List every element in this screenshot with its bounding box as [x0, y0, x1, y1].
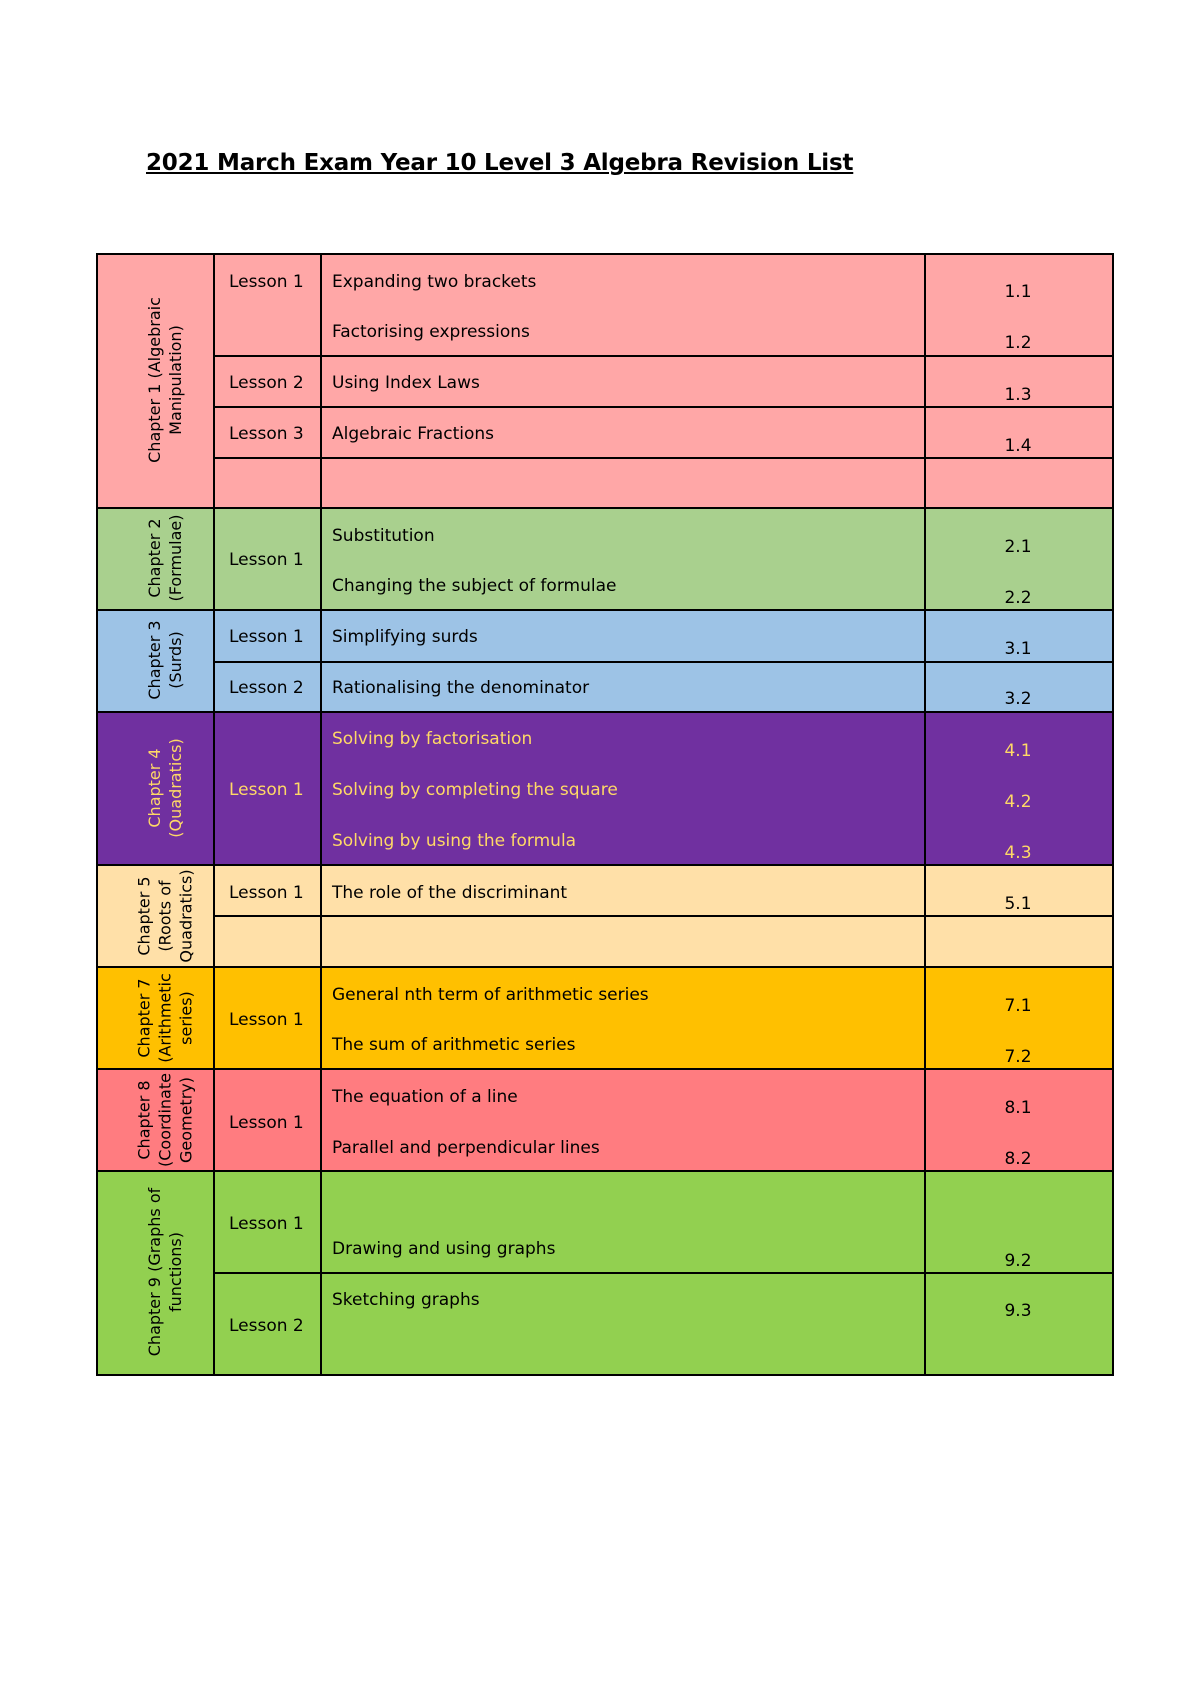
lesson-label: Lesson 1	[229, 883, 304, 903]
topic-text: The role of the discriminant	[332, 883, 568, 903]
section-code: 7.1	[1004, 996, 1032, 1016]
lesson-divider	[213, 355, 1114, 357]
lesson-label: Lesson 3	[229, 424, 304, 444]
row-divider	[96, 966, 1114, 968]
section-code: 1.2	[1004, 333, 1032, 353]
section-code: 8.1	[1004, 1098, 1032, 1118]
section-code: 4.3	[1004, 843, 1032, 863]
topic-text: Algebraic Fractions	[332, 424, 494, 444]
chapter-8-name: Chapter 8 (Coordinate Geometry)	[134, 1073, 196, 1167]
table-border-right	[1112, 253, 1114, 1375]
lesson-label: Lesson 1	[229, 1214, 304, 1234]
lesson-divider	[213, 457, 1114, 459]
lesson-divider	[213, 915, 1114, 917]
page-title: 2021 March Exam Year 10 Level 3 Algebra Revision List	[146, 150, 854, 176]
section-code: 1.1	[1004, 282, 1032, 302]
lesson-label: Lesson 1	[229, 272, 304, 292]
lesson-divider	[213, 661, 1114, 663]
topic-text: Factorising expressions	[332, 322, 530, 342]
topic-text: The equation of a line	[332, 1087, 518, 1107]
topic-text: The sum of arithmetic series	[332, 1035, 576, 1055]
topic-text: Simplifying surds	[332, 627, 478, 647]
row-divider	[96, 711, 1114, 713]
section-code: 9.2	[1004, 1251, 1032, 1271]
topic-text: Substitution	[332, 526, 435, 546]
lesson-label: Lesson 1	[229, 627, 304, 647]
row-divider	[96, 507, 1114, 509]
lesson-label: Lesson 2	[229, 678, 304, 698]
topic-text: Solving by using the formula	[332, 831, 577, 851]
section-code: 2.2	[1004, 588, 1032, 608]
topic-text: Solving by completing the square	[332, 780, 618, 800]
chapter-2-name: Chapter 2 (Formulae)	[145, 514, 185, 602]
section-code: 8.2	[1004, 1149, 1032, 1169]
chapter-9-name: Chapter 9 (Graphs of functions)	[145, 1187, 185, 1357]
section-code: 7.2	[1004, 1047, 1032, 1067]
section-code: 3.1	[1004, 639, 1032, 659]
topic-text: Sketching graphs	[332, 1290, 480, 1310]
topic-text: General nth term of arithmetic series	[332, 985, 649, 1005]
topic-text: Changing the subject of formulae	[332, 576, 617, 596]
chapter-3-name: Chapter 3 (Surds)	[145, 620, 185, 700]
section-code: 1.4	[1004, 436, 1032, 456]
chapter-5-name: Chapter 5 (Roots of Quadratics)	[134, 869, 196, 963]
section-code: 3.2	[1004, 689, 1032, 709]
lesson-label: Lesson 1	[229, 550, 304, 570]
row-divider	[96, 1068, 1114, 1070]
topic-text: Expanding two brackets	[332, 272, 537, 292]
section-code: 4.2	[1004, 792, 1032, 812]
lesson-label: Lesson 1	[229, 780, 304, 800]
topic-text: Drawing and using graphs	[332, 1239, 556, 1259]
lesson-label: Lesson 1	[229, 1010, 304, 1030]
column-divider-3	[924, 253, 926, 1375]
topic-text: Solving by factorisation	[332, 729, 533, 749]
topic-text: Rationalising the denominator	[332, 678, 590, 698]
topic-text: Parallel and perpendicular lines	[332, 1138, 600, 1158]
chapter-7-name: Chapter 7 (Arithmetic series)	[134, 973, 196, 1063]
section-code: 1.3	[1004, 385, 1032, 405]
topic-text: Using Index Laws	[332, 373, 480, 393]
table-border-left	[96, 253, 98, 1375]
lesson-label: Lesson 1	[229, 1113, 304, 1133]
column-divider-2	[320, 253, 322, 1375]
chapter-1-name: Chapter 1 (Algebraic Manipulation)	[145, 297, 185, 463]
lesson-divider	[213, 1272, 1114, 1274]
lesson-label: Lesson 2	[229, 373, 304, 393]
row-divider	[96, 864, 1114, 866]
section-code: 2.1	[1004, 537, 1032, 557]
section-code: 9.3	[1004, 1301, 1032, 1321]
row-divider	[96, 609, 1114, 611]
chapter-4-name: Chapter 4 (Quadratics)	[145, 738, 185, 838]
lesson-label: Lesson 2	[229, 1316, 304, 1336]
table-border-bottom	[96, 1374, 1114, 1376]
lesson-divider	[213, 406, 1114, 408]
section-code: 5.1	[1004, 894, 1032, 914]
column-divider-1	[213, 253, 215, 1375]
row-divider	[96, 1170, 1114, 1172]
table-border-top	[96, 253, 1114, 255]
section-code: 4.1	[1004, 741, 1032, 761]
